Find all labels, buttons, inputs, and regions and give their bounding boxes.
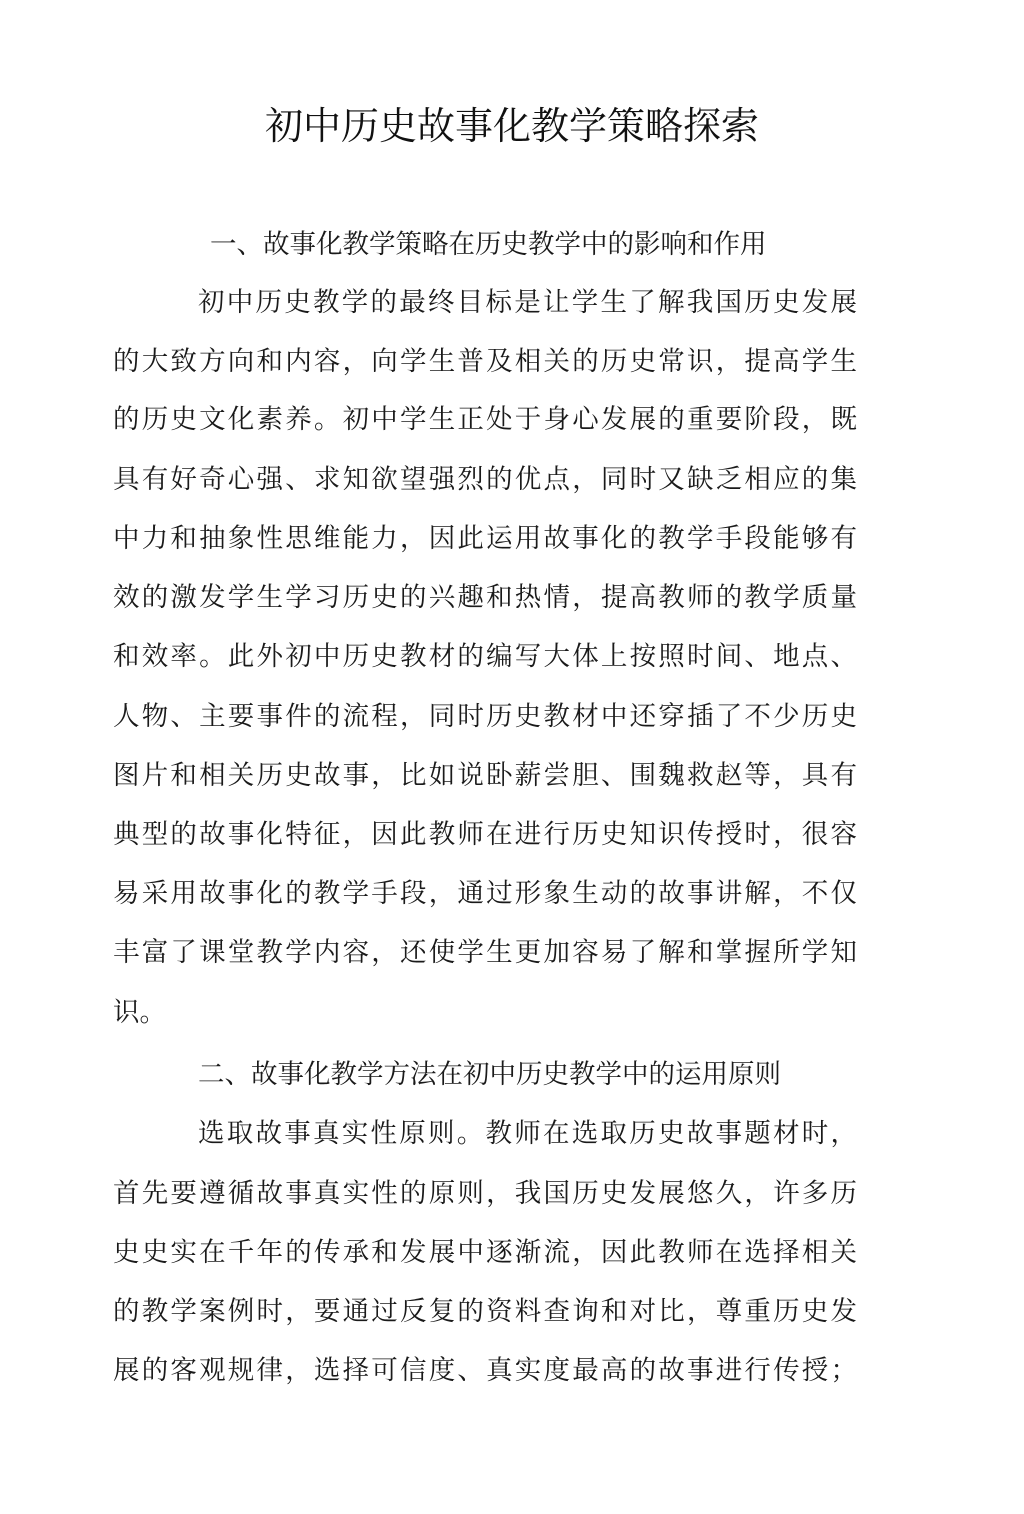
paragraph-line: 效的激发学生学习历史的兴趣和热情，提高教师的教学质量 (113, 582, 857, 613)
paragraph-line: 人物、主要事件的流程，同时历史教材中还穿插了不少历史 (113, 701, 857, 732)
paragraph-line: 和效率。此外初中历史教材的编写大体上按照时间、地点、 (113, 641, 857, 672)
paragraph-line: 展的客观规律，选择可信度、真实度最高的故事进行传授； (113, 1355, 857, 1386)
section-heading-2: 二、故事化教学方法在初中历史教学中的运用原则 (198, 1059, 781, 1090)
paragraph-line: 典型的故事化特征，因此教师在进行历史知识传授时，很容 (113, 819, 857, 850)
paragraph-line: 的教学案例时，要通过反复的资料查询和对比，尊重历史发 (113, 1296, 857, 1327)
section-heading-1: 一、故事化教学策略在历史教学中的影响和作用 (210, 229, 767, 260)
paragraph-line: 的历史文化素养。初中学生正处于身心发展的重要阶段，既 (113, 404, 857, 435)
paragraph-line: 图片和相关历史故事，比如说卧薪尝胆、围魏救赵等，具有 (113, 760, 857, 791)
paragraph-line: 丰富了课堂教学内容，还使学生更加容易了解和掌握所学知 (113, 937, 857, 968)
paragraph-line: 具有好奇心强、求知欲望强烈的优点，同时又缺乏相应的集 (113, 464, 857, 495)
document-title: 初中历史故事化教学策略探索 (264, 104, 759, 148)
paragraph-line: 首先要遵循故事真实性的原则，我国历史发展悠久，许多历 (113, 1178, 857, 1209)
paragraph-line: 的大致方向和内容，向学生普及相关的历史常识，提高学生 (113, 346, 857, 377)
paragraph-line: 初中历史教学的最终目标是让学生了解我国历史发展 (198, 287, 857, 318)
paragraph-line: 选取故事真实性原则。教师在选取历史故事题材时， (198, 1118, 857, 1149)
paragraph-line: 史史实在千年的传承和发展中逐渐流，因此教师在选择相关 (113, 1237, 857, 1268)
paragraph-line: 识。 (113, 997, 166, 1028)
paragraph-line: 中力和抽象性思维能力，因此运用故事化的教学手段能够有 (113, 523, 857, 554)
paragraph-line: 易采用故事化的教学手段，通过形象生动的故事讲解，不仅 (113, 878, 857, 909)
